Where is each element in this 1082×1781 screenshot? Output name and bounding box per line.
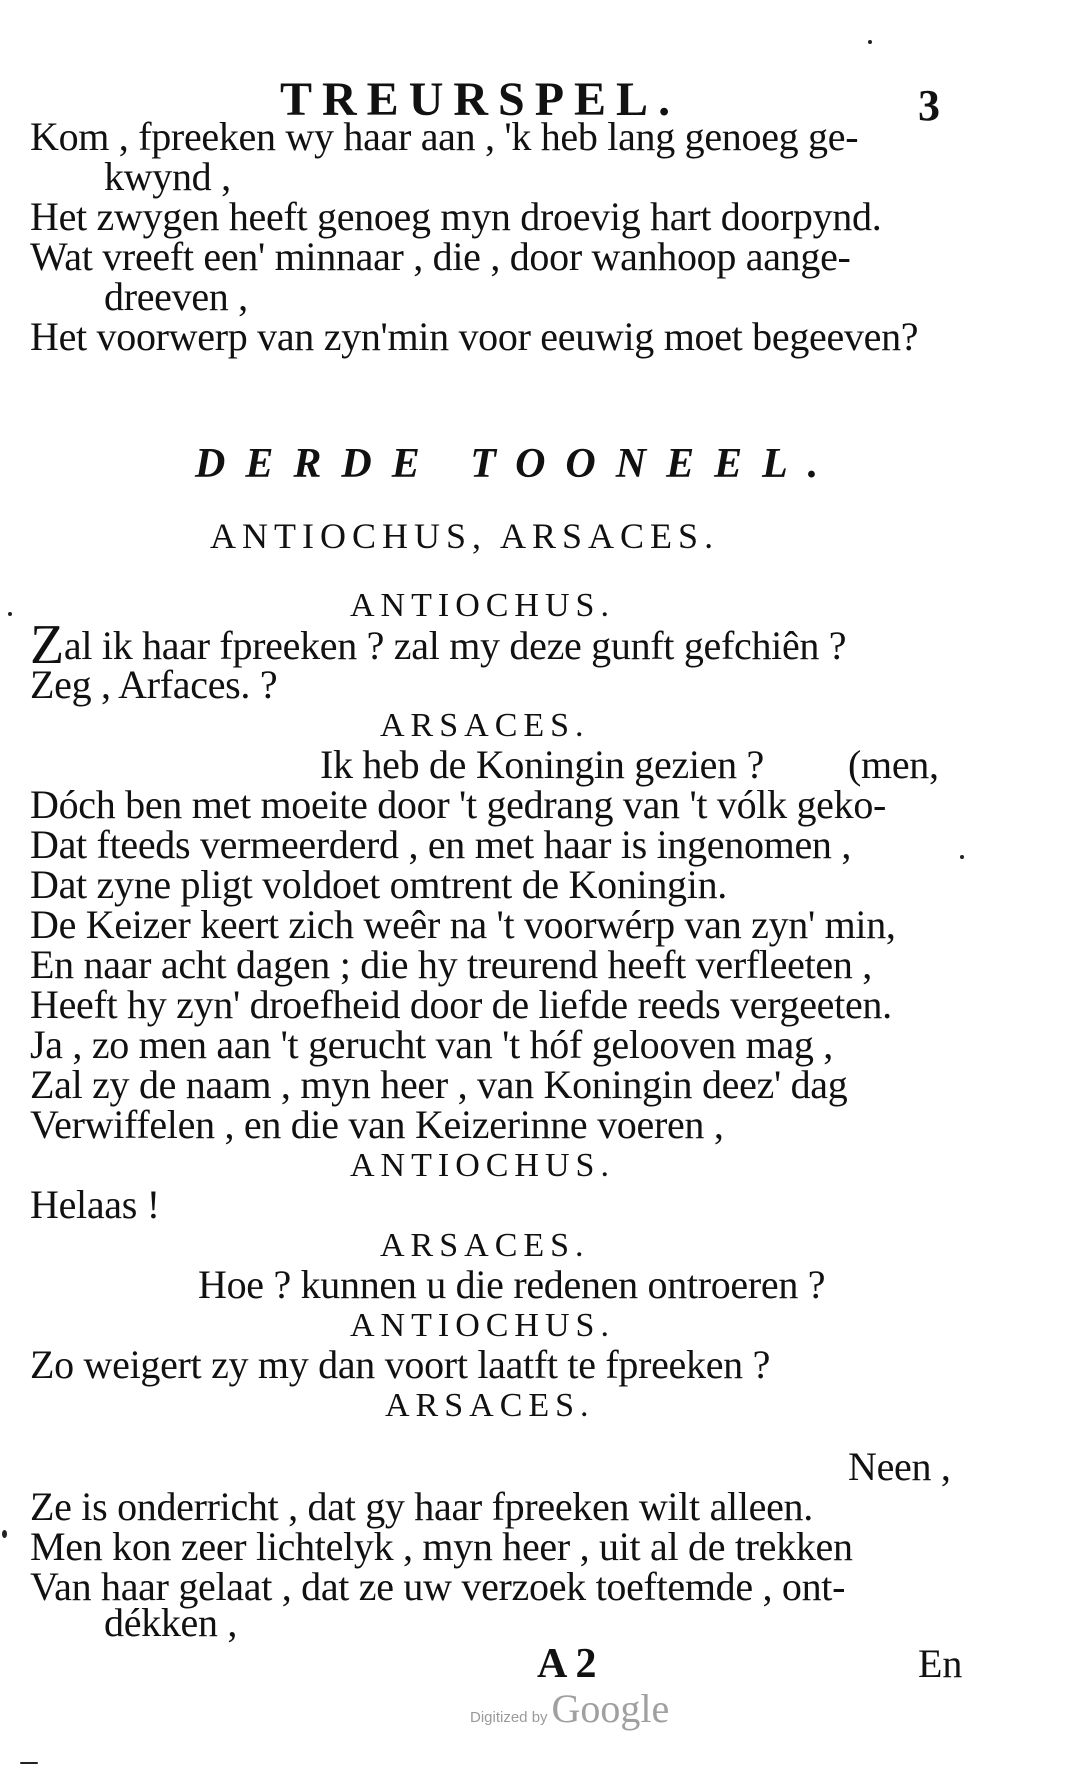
drop-cap: Z xyxy=(30,614,64,676)
verse-line: Heeft hy zyn' droefheid door de liefde reeds vergeeten. xyxy=(30,982,892,1027)
verse-line: Wat vreeft een' minnaar , die , door wanhoop aange- xyxy=(30,234,851,279)
verse-line: Zal zy de naam , myn heer , van Koningin deez' dag xyxy=(30,1062,848,1107)
verse-line: Verwiffelen , en die van Keizerinne voeren , xyxy=(30,1102,724,1147)
digitization-watermark xyxy=(470,1685,669,1732)
paper-speck xyxy=(960,855,964,859)
verse-line: dreeven , xyxy=(104,274,248,319)
verse-line: dékken , xyxy=(104,1600,238,1645)
speaker-name: ANTIOCHUS. xyxy=(350,587,615,624)
catchword: En xyxy=(918,1641,963,1686)
paper-speck xyxy=(20,1762,38,1764)
verse-line: Het voorwerp van zyn'min voor eeuwig moet begeeven? xyxy=(30,314,919,359)
watermark-label: Digitized by xyxy=(470,1709,548,1726)
page-number: 3 xyxy=(918,81,940,130)
speaker-name: ANTIOCHUS. xyxy=(350,1307,615,1344)
verse-line: Het zwygen heeft genoeg myn droevig hart doorpynd. xyxy=(30,194,882,239)
verse-line: Ja , zo men aan 't gerucht van 't hóf gelooven mag , xyxy=(30,1022,833,1067)
verse-line: Ze is onderricht , dat gy haar fpreeken wilt alleen. xyxy=(30,1484,813,1529)
verse-text: al ik haar fpreeken ? zal my deze gunft gefchiên ? xyxy=(63,623,847,668)
verse-line: Men kon zeer lichtelyk , myn heer , uit al de trekken xyxy=(30,1524,853,1569)
scene-characters: ANTIOCHUS, ARSACES. xyxy=(210,516,720,556)
verse-line: Dat zyne pligt voldoet omtrent de Koningin. xyxy=(30,862,727,907)
speaker-name: ANTIOCHUS. xyxy=(350,1147,615,1184)
verse-line: Ik heb de Koningin gezien ? xyxy=(320,742,764,787)
verse-line: Zo weigert zy my dan voort laatft te fpreeken ? xyxy=(30,1342,771,1387)
speaker-name: ARSACES. xyxy=(380,707,590,744)
verse-line: Zeg , Arfaces. ? xyxy=(30,662,278,707)
paper-speck xyxy=(2,1530,7,1538)
verse-line: Kom , fpreeken wy haar aan , 'k heb lang genoeg ge- xyxy=(30,114,859,159)
paper-speck xyxy=(868,40,872,44)
watermark-logo: Google xyxy=(551,1686,670,1731)
paper-speck xyxy=(8,612,12,616)
verse-line: kwynd , xyxy=(104,154,231,199)
scene-heading: DERDE TOONEEL. xyxy=(195,441,839,487)
verse-turnover: (men, xyxy=(848,742,939,787)
speaker-name: ARSACES. xyxy=(385,1387,595,1424)
running-title: TREURSPEL. xyxy=(280,73,681,126)
verse-line: De Keizer keert zich weêr na 't voorwérp van zyn' min, xyxy=(30,902,896,947)
verse-line: Hoe ? kunnen u die redenen ontroeren ? xyxy=(198,1262,826,1307)
verse-line: Dóch ben met moeite door 't gedrang van 't vólk geko- xyxy=(30,782,887,827)
verse-line: En naar acht dagen ; die hy treurend heeft verfleeten , xyxy=(30,942,872,987)
verse-line: Dat fteeds vermeerderd , en met haar is ingenomen , xyxy=(30,822,852,867)
speaker-name: ARSACES. xyxy=(380,1227,590,1264)
verse-line xyxy=(30,614,847,676)
verse-line: Van haar gelaat , dat ze uw verzoek toeftemde , ont- xyxy=(30,1564,846,1609)
verse-line: Helaas ! xyxy=(30,1182,160,1227)
verse-line: Neen , xyxy=(848,1444,951,1489)
signature-mark: A 2 xyxy=(537,1641,597,1687)
